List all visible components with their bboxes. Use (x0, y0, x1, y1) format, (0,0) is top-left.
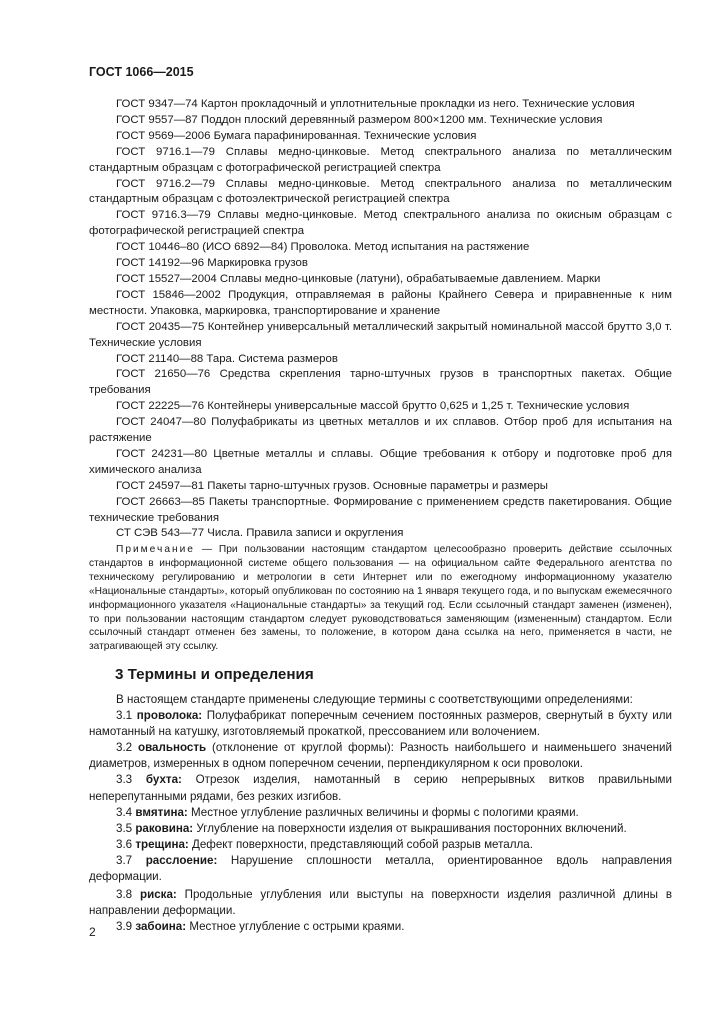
term-number: 3.2 (116, 741, 138, 755)
terms-intro: В настоящем стандарте применены следующие термины с соответствующими определениями: (116, 693, 633, 706)
term-name: раковина: (135, 821, 194, 835)
reference-item: ГОСТ 9569—2006 Бумага парафинированная. Технические условия (116, 129, 477, 142)
term-number: 3.7 (116, 853, 146, 867)
reference-item: ГОСТ 9557—87 Поддон плоский деревянный размером 800×1200 мм. Технические условия (116, 113, 603, 126)
term-definition: Полуфабрикат поперечным сечением постоянных размеров, свернутый в бухту или намотанный на катушку, изготовляемый прокаткой, прессованием или волочением. (89, 709, 673, 739)
term-item (89, 740, 672, 772)
term-item (89, 708, 672, 740)
term-item (89, 853, 672, 885)
reference-item: ГОСТ 22225—76 Контейнеры универсальные массой брутто 0,625 и 1,25 т. Технические условия (116, 400, 630, 413)
term-definition: Углубление на поверхности изделия от выкрашивания посторонних включений. (193, 821, 627, 835)
term-number: 3.4 (116, 805, 136, 819)
term-definition: Отрезок изделия, намотанный в серию непрерывных витков правильными неперепутанными рядами, без резких изгибов. (89, 773, 672, 803)
term-item (89, 821, 672, 837)
terms-list (89, 692, 672, 935)
reference-item: СТ СЭВ 543—77 Числа. Правила записи и округления (116, 527, 404, 540)
term-name: трещина: (135, 837, 189, 851)
term-item (89, 919, 672, 935)
term-number: 3.9 (116, 920, 136, 934)
term-number: 3.3 (116, 773, 146, 787)
term-item (89, 805, 672, 821)
note-text: — При пользовании настоящим стандартом целесообразно проверить действие ссылочных стандартов в информационной системе общего пользования — на официальном сайте Федерального агентства по техническому регулированию и метрологии в сети Интернет или по ежегодному информационному указателю «Национальные стандарты», который опубликован по состоянию на 1 января текущего года, и по выпускам ежемесячного информационного указателя «Национальные стандарты» за текущий год. Если ссылочный стандарт заменен (изменен), то при пользовании настоящим стандартом следует руководствоваться заменяющим (измененным) стандартом. Если ссылочный стандарт отменен без замены, то положение, в котором дана ссылка на него, применяется в части, не затрагивающей эту ссылку. (89, 544, 672, 653)
term-definition: Продольные углубления или выступы на поверхности изделия различной длины в направлении деформации. (89, 888, 672, 918)
normative-references (89, 97, 672, 542)
reference-item: ГОСТ 21140—88 Тара. Система размеров (116, 352, 338, 365)
term-name: забоина: (135, 920, 187, 934)
term-name: вмятина: (135, 805, 188, 819)
term-definition: Нарушение сплошности металла, ориентированное вдоль направления деформации. (89, 853, 672, 884)
reference-item: ГОСТ 9716.2—79 Сплавы медно-цинковые. Метод спектрального анализа по металлическим стандартным образцам с фотоэлектрической регистрацией спектра (89, 177, 672, 206)
term-name: бухта: (145, 773, 182, 787)
term-definition: Дефект поверхности, представляющий собой разрыв металла. (188, 837, 533, 851)
term-item (89, 837, 672, 853)
term-number: 3.8 (116, 888, 140, 902)
reference-item: ГОСТ 24047—80 Полуфабрикаты из цветных металлов и их сплавов. Отбор проб для испытания на растяжение (89, 416, 672, 445)
page-header: ГОСТ 1066—2015 (89, 65, 194, 79)
reference-item: ГОСТ 14192—96 Маркировка грузов (116, 257, 308, 270)
section-title: 3 Термины и определения (115, 666, 314, 683)
term-definition: Местное углубление с острыми краями. (186, 920, 405, 934)
term-item (89, 772, 672, 804)
page-number: 2 (89, 925, 96, 939)
term-name: проволока: (136, 709, 203, 723)
reference-item: ГОСТ 9716.1—79 Сплавы медно-цинковые. Метод спектрального анализа по металлическим стандартным образцам с фотографической регистрацией спектра (89, 145, 672, 174)
reference-item: ГОСТ 15846—2002 Продукция, отправляемая в районы Крайнего Севера и приравненные к ним местности. Упаковка, маркировка, транспортирование и хранение (89, 288, 672, 317)
term-item (89, 887, 672, 919)
term-number: 3.5 (116, 821, 136, 835)
note-block (89, 543, 672, 654)
reference-item: ГОСТ 9347—74 Картон прокладочный и уплотнительные прокладки из него. Технические условия (116, 98, 635, 110)
note-label: Примечание (116, 544, 195, 555)
term-name: овальность (137, 741, 207, 755)
reference-item: ГОСТ 9716.3—79 Сплавы медно-цинковые. Метод спектрального анализа по окисным образцам с фотографической регистрацией спектра (89, 209, 672, 238)
term-definition: Местное углубление различных величины и формы с пологими краями. (187, 805, 579, 819)
term-name: риска: (139, 888, 177, 902)
term-name: расслоение: (145, 853, 218, 867)
reference-item: ГОСТ 20435—75 Контейнер универсальный металлический закрытый номинальной массой брутто 3,0 т. Технические условия (89, 320, 672, 349)
reference-item: ГОСТ 15527—2004 Сплавы медно-цинковые (латуни), обрабатываемые давлением. Марки (116, 272, 601, 285)
term-number: 3.1 (116, 709, 137, 723)
term-number: 3.6 (116, 837, 136, 851)
reference-item: ГОСТ 21650—76 Средства скрепления тарно-штучных грузов в транспортных пакетах. Общие требования (89, 368, 672, 397)
term-definition: (отклонение от круглой формы): Разность наибольшего и наименьшего значений диаметров, измеренных в одном поперечном сечении, перпендикулярном к оси проволоки. (89, 741, 672, 771)
reference-item: ГОСТ 24231—80 Цветные металлы и сплавы. Общие требования к отбору и подготовке проб для химического анализа (89, 447, 672, 476)
reference-item: ГОСТ 24597—81 Пакеты тарно-штучных грузов. Основные параметры и размеры (116, 479, 548, 492)
note-paragraph (89, 543, 672, 654)
reference-item: ГОСТ 26663—85 Пакеты транспортные. Формирование с применением средств пакетирования. Общие технические требования (89, 495, 672, 524)
reference-item: ГОСТ 10446–80 (ИСО 6892—84) Проволока. Метод испытания на растяжение (116, 241, 530, 254)
